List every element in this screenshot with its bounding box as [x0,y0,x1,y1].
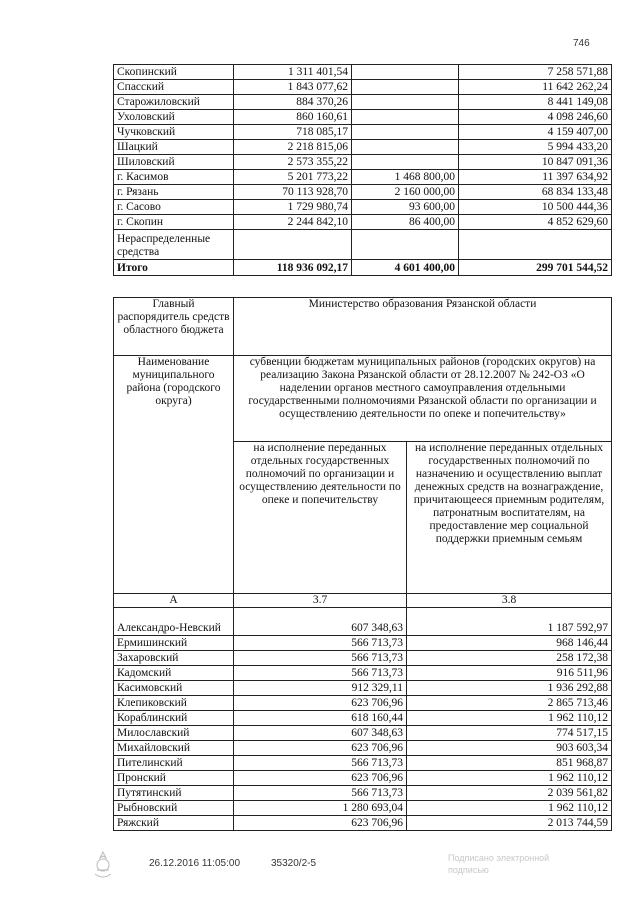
table-row [114,200,612,215]
total-row [114,260,612,276]
amount-cell [352,110,459,125]
municipality-name: Захаровский [114,651,234,666]
table-row [114,230,612,260]
amount-cell: 1 962 110,12 [407,801,612,816]
amount-cell: 93 600,00 [352,200,459,215]
amount-cell: 618 160,44 [234,711,407,726]
municipality-name: Клепиковский [114,696,234,711]
col2-header: на исполнение переданных отдельных государственных полномочий по назначению и осуществлению выплат денежных средств на вознаграждение, причитающееся приемным родителям, патронатным воспитателям, на предоставление мер социальной поддержки приемным семьям [407,442,612,594]
municipality-label: Наименование муниципального района (городского округа) [114,356,234,594]
table-row [114,80,612,95]
amount-cell: 8 441 149,08 [459,95,612,110]
table-row [114,95,612,110]
amount-cell [352,80,459,95]
table-row [114,636,612,651]
table-row [114,140,612,155]
amount-cell: 860 160,61 [234,110,352,125]
amount-cell: 623 706,96 [234,816,407,831]
municipality-name: Итого [114,260,234,276]
index-col2: 3.8 [407,594,612,608]
amount-cell: 607 348,63 [234,608,407,636]
amount-cell: 1 962 110,12 [407,711,612,726]
index-a: А [114,594,234,608]
municipality-name: Александро-Невский [114,608,234,636]
table-row [114,185,612,200]
table-row [114,155,612,170]
footer-document-code: 35320/2-5 [271,858,317,869]
table-row [114,110,612,125]
amount-cell: 2 244 842,10 [234,215,352,230]
amount-cell: 1 936 292,88 [407,681,612,696]
footer-date: 26.12.2016 11:05:00 [149,858,241,869]
amount-cell: 4 601 400,00 [352,260,459,276]
budget-table-top [113,64,612,276]
amount-cell: 4 098 246,60 [459,110,612,125]
header-row-index [114,594,612,608]
col1-header: на исполнение переданных отдельных государственных полномочий по организации и осуществлению деятельности по опеке и попечительству [234,442,407,594]
municipality-name: г. Касимов [114,170,234,185]
amount-cell: 566 713,73 [234,756,407,771]
amount-cell: 5 994 433,20 [459,140,612,155]
amount-cell: 916 511,96 [407,666,612,681]
amount-cell [234,230,352,260]
header-row-distributor [114,298,612,356]
amount-cell: 299 701 544,52 [459,260,612,276]
amount-cell: 5 201 773,22 [234,170,352,185]
municipality-name: Ермишинский [114,636,234,651]
amount-cell: 1 187 592,97 [407,608,612,636]
amount-cell: 258 172,38 [407,651,612,666]
emblem-icon [90,850,116,882]
table-row [114,666,612,681]
distributor-value: Министерство образования Рязанской области [234,298,612,356]
table-row [114,816,612,831]
municipality-name: Скопинский [114,65,234,80]
municipality-name: Кадомский [114,666,234,681]
municipality-name: Нераспределенные средства [114,230,234,260]
amount-cell: 903 603,34 [407,741,612,756]
municipality-name: Михайловский [114,741,234,756]
table-row [114,741,612,756]
amount-cell: 2 160 000,00 [352,185,459,200]
municipality-name: Пителинский [114,756,234,771]
amount-cell: 566 713,73 [234,651,407,666]
municipality-name: Чучковский [114,125,234,140]
municipality-name: Рыбновский [114,801,234,816]
amount-cell: 2 218 815,06 [234,140,352,155]
municipality-name: Спасский [114,80,234,95]
amount-cell [352,125,459,140]
subvention-table-body [114,298,612,831]
amount-cell: 11 397 634,92 [459,170,612,185]
amount-cell [352,65,459,80]
amount-cell [352,155,459,170]
table-row [114,681,612,696]
amount-cell: 566 713,73 [234,636,407,651]
amount-cell: 2 573 355,22 [234,155,352,170]
amount-cell: 1 468 800,00 [352,170,459,185]
amount-cell [352,230,459,260]
table-row [114,170,612,185]
table-row [114,756,612,771]
amount-cell: 11 642 262,24 [459,80,612,95]
amount-cell [352,95,459,110]
amount-cell [459,230,612,260]
index-col1: 3.7 [234,594,407,608]
budget-table-top-body [114,65,612,276]
header-row-subvention [114,356,612,442]
municipality-name: г. Сасово [114,200,234,215]
amount-cell: 70 113 928,70 [234,185,352,200]
amount-cell: 2 865 713,46 [407,696,612,711]
amount-cell: 68 834 133,48 [459,185,612,200]
amount-cell: 718 085,17 [234,125,352,140]
table-row [114,608,612,636]
amount-cell: 1 280 693,04 [234,801,407,816]
table-row [114,696,612,711]
table-row [114,65,612,80]
amount-cell: 623 706,96 [234,741,407,756]
amount-cell: 774 517,15 [407,726,612,741]
municipality-name: Старожиловский [114,95,234,110]
amount-cell: 86 400,00 [352,215,459,230]
municipality-name: Ряжский [114,816,234,831]
amount-cell: 566 713,73 [234,786,407,801]
amount-cell: 1 843 077,62 [234,80,352,95]
distributor-label: Главный распорядитель средств областного бюджета [114,298,234,356]
amount-cell: 2 013 744,59 [407,816,612,831]
amount-cell: 4 852 629,60 [459,215,612,230]
amount-cell: 1 729 980,74 [234,200,352,215]
amount-cell: 10 847 091,36 [459,155,612,170]
subvention-table [113,297,612,831]
amount-cell: 607 348,63 [234,726,407,741]
municipality-name: Путятинский [114,786,234,801]
footer-signature-note: Подписано электронной подписью [448,853,550,875]
amount-cell: 1 962 110,12 [407,771,612,786]
amount-cell: 566 713,73 [234,666,407,681]
amount-cell: 1 311 401,54 [234,65,352,80]
municipality-name: Ухоловский [114,110,234,125]
amount-cell: 118 936 092,17 [234,260,352,276]
amount-cell: 10 500 444,36 [459,200,612,215]
table-row [114,215,612,230]
amount-cell: 623 706,96 [234,696,407,711]
amount-cell: 7 258 571,88 [459,65,612,80]
municipality-name: г. Скопин [114,215,234,230]
table-row [114,125,612,140]
amount-cell: 968 146,44 [407,636,612,651]
table-row [114,711,612,726]
municipality-name: Шацкий [114,140,234,155]
municipality-name: Касимовский [114,681,234,696]
table-row [114,786,612,801]
municipality-name: Кораблинский [114,711,234,726]
municipality-name: г. Рязань [114,185,234,200]
amount-cell: 4 159 407,00 [459,125,612,140]
municipality-name: Милославский [114,726,234,741]
amount-cell: 912 329,11 [234,681,407,696]
amount-cell: 851 968,87 [407,756,612,771]
amount-cell [352,140,459,155]
table-row [114,801,612,816]
subvention-text: субвенции бюджетам муниципальных районов (городских округов) на реализацию Закона Рязанской области от 28.12.2007 № 242-ОЗ «О наделении органов местного самоуправления отдельными государственными полномочиями Рязанской области по организации и осуществлению деятельности по опеке и попечительству» [234,356,612,442]
table-row [114,726,612,741]
municipality-name: Пронский [114,771,234,786]
amount-cell: 623 706,96 [234,771,407,786]
municipality-name: Шиловский [114,155,234,170]
page-number: 746 [573,38,590,49]
table-row [114,651,612,666]
table-row [114,771,612,786]
amount-cell: 2 039 561,82 [407,786,612,801]
amount-cell: 884 370,26 [234,95,352,110]
